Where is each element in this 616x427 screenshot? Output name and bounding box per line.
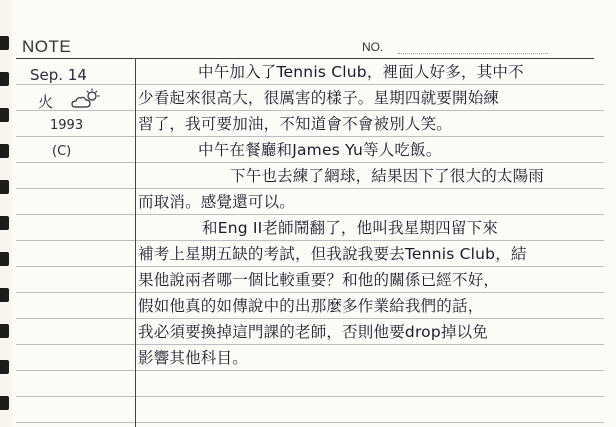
diary-line: 補考上星期五缺的考試，但我說我要去Tennis Club，結 (138, 245, 527, 263)
binding-holes (0, 0, 12, 427)
diary-line: 中午在餐廳和James Yu等人吃飯。 (198, 141, 442, 159)
entry-year: 1993 (50, 118, 84, 133)
ruled-line (16, 396, 604, 397)
binding-hole (0, 216, 9, 230)
binding-hole (0, 252, 9, 266)
binding-hole (0, 360, 9, 374)
ruled-line (16, 422, 604, 423)
binding-hole (0, 324, 9, 338)
entry-date: Sep. 14 (30, 66, 87, 84)
binding-hole (0, 72, 9, 86)
diary-line: 中午加入了Tennis Club，裡面人好多，其中不 (198, 63, 524, 81)
note-number-field (398, 53, 548, 54)
diary-line: 果他說兩者哪一個比較重要？和他的關係已經不好， (138, 271, 500, 289)
diary-line: 少看起來很高大，很厲害的樣子。星期四就要開始練 (138, 89, 500, 107)
diary-line: 我必須要換掉這門課的老師，否則他要drop掉以免 (138, 323, 488, 341)
binding-hole (0, 396, 9, 410)
diary-line: 假如他真的如傳說中的出那麼多作業給我們的話， (138, 297, 484, 315)
binding-hole (0, 36, 9, 50)
binding-hole (0, 180, 9, 194)
diary-line: 影響其他科目。 (138, 349, 248, 367)
binding-hole (0, 288, 9, 302)
note-number-label: NO. (362, 40, 384, 54)
diary-line: 和Eng II老師鬧翻了，他叫我星期四留下來 (202, 219, 498, 237)
diary-line: 習了，我可要加油，不知道會不會被別人笑。 (138, 115, 453, 133)
diary-line: 下午也去練了網球，結果因下了很大的太陽雨 (230, 167, 545, 185)
note-header-title: NOTE (22, 37, 72, 56)
binding-hole (0, 144, 9, 158)
binding-hole (0, 108, 9, 122)
entry-mark: (C) (52, 144, 72, 159)
sun-cloud-icon (70, 88, 104, 110)
entry-weekday: 火 (38, 93, 54, 111)
diary-line: 而取消。感覺還可以。 (138, 193, 296, 211)
margin-line (135, 58, 136, 427)
